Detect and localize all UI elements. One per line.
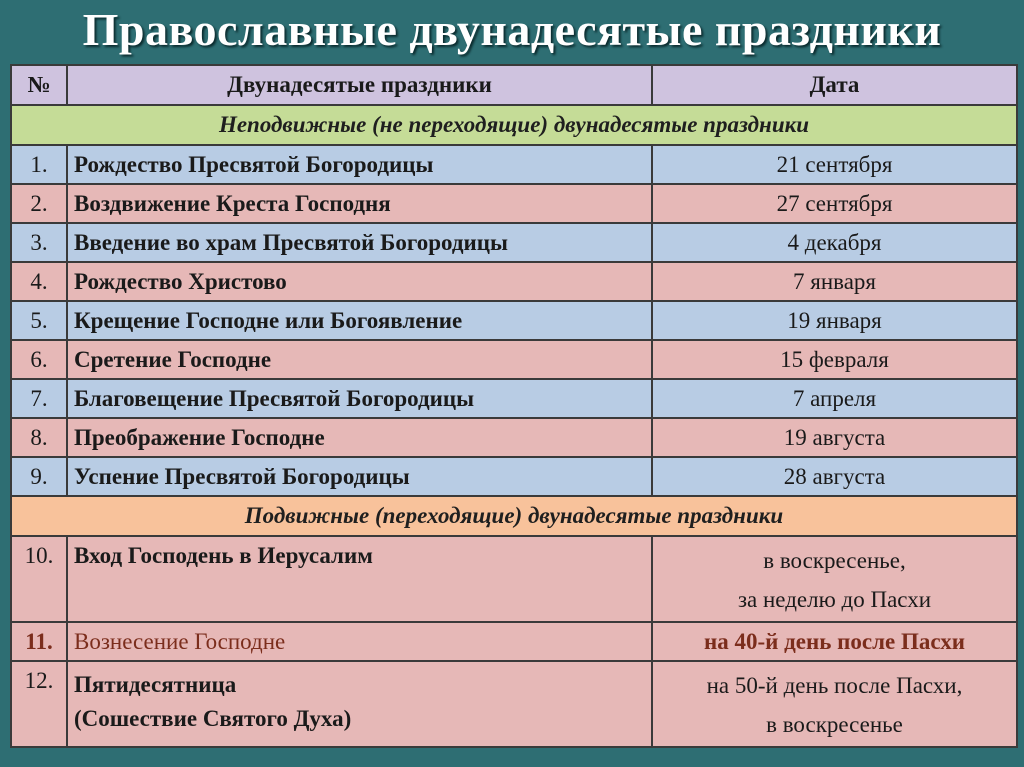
table-row xyxy=(11,661,1017,747)
table-row xyxy=(11,536,1017,622)
row-date-line: в воскресенье xyxy=(766,711,903,737)
table-row xyxy=(11,379,1017,418)
table-row xyxy=(11,223,1017,262)
row-name: Сретение Господне xyxy=(67,340,652,379)
table-row xyxy=(11,184,1017,223)
row-num: 2. xyxy=(11,184,67,223)
row-num: 9. xyxy=(11,457,67,496)
row-date: 15 февраля xyxy=(652,340,1017,379)
row-name: Благовещение Пресвятой Богородицы xyxy=(67,379,652,418)
table-row xyxy=(11,145,1017,184)
row-date-line: за неделю до Пасхи xyxy=(737,586,932,612)
table-row xyxy=(11,301,1017,340)
row-name xyxy=(67,661,652,747)
row-name: Вознесение Господне xyxy=(67,622,652,661)
row-num: 6. xyxy=(11,340,67,379)
fixed-section-label: Неподвижные (не переходящие) двунадесятые праздники xyxy=(11,105,1017,145)
movable-section-label: Подвижные (переходящие) двунадесятые праздники xyxy=(11,496,1017,536)
header-num: № xyxy=(11,65,67,105)
row-date: на 40-й день после Пасхи xyxy=(652,622,1017,661)
row-num: 5. xyxy=(11,301,67,340)
row-num: 3. xyxy=(11,223,67,262)
row-name-line: (Сошествие Святого Духа) xyxy=(74,706,352,731)
row-num: 4. xyxy=(11,262,67,301)
row-name xyxy=(67,536,652,622)
row-num: 8. xyxy=(11,418,67,457)
row-date-line: на 50-й день после Пасхи, xyxy=(706,672,963,698)
row-name: Рождество Христово xyxy=(67,262,652,301)
table-row xyxy=(11,457,1017,496)
row-num: 7. xyxy=(11,379,67,418)
row-date: 21 сентября xyxy=(652,145,1017,184)
header-name: Двунадесятые праздники xyxy=(67,65,652,105)
row-date: 28 августа xyxy=(652,457,1017,496)
row-name: Преображение Господне xyxy=(67,418,652,457)
row-date-line: в воскресенье, xyxy=(763,547,906,573)
row-date: 7 января xyxy=(652,262,1017,301)
row-date: 7 апреля xyxy=(652,379,1017,418)
table-row xyxy=(11,418,1017,457)
movable-section-row xyxy=(11,496,1017,536)
row-name-line: Пятидесятница xyxy=(74,672,237,697)
row-name: Введение во храм Пресвятой Богородицы xyxy=(67,223,652,262)
page-title: Православные двунадесятые праздники xyxy=(82,4,942,55)
row-name: Успение Пресвятой Богородицы xyxy=(67,457,652,496)
row-num: 10. xyxy=(11,536,67,622)
row-name-line: Вход Господень в Иерусалим xyxy=(74,543,373,568)
table-row xyxy=(11,340,1017,379)
header-date: Дата xyxy=(652,65,1017,105)
row-date: 19 января xyxy=(652,301,1017,340)
row-num: 1. xyxy=(11,145,67,184)
row-date xyxy=(652,536,1017,622)
row-date: 19 августа xyxy=(652,418,1017,457)
row-name: Крещение Господне или Богоявление xyxy=(67,301,652,340)
row-name: Воздвижение Креста Господня xyxy=(67,184,652,223)
holidays-table xyxy=(10,64,1018,748)
row-date xyxy=(652,661,1017,747)
table-row xyxy=(11,622,1017,661)
table-row xyxy=(11,262,1017,301)
row-date: 4 декабря xyxy=(652,223,1017,262)
row-num: 11. xyxy=(11,622,67,661)
row-num: 12. xyxy=(11,661,67,747)
fixed-section-row xyxy=(11,105,1017,145)
table-header-row xyxy=(11,65,1017,105)
row-name: Рождество Пресвятой Богородицы xyxy=(67,145,652,184)
row-date: 27 сентября xyxy=(652,184,1017,223)
